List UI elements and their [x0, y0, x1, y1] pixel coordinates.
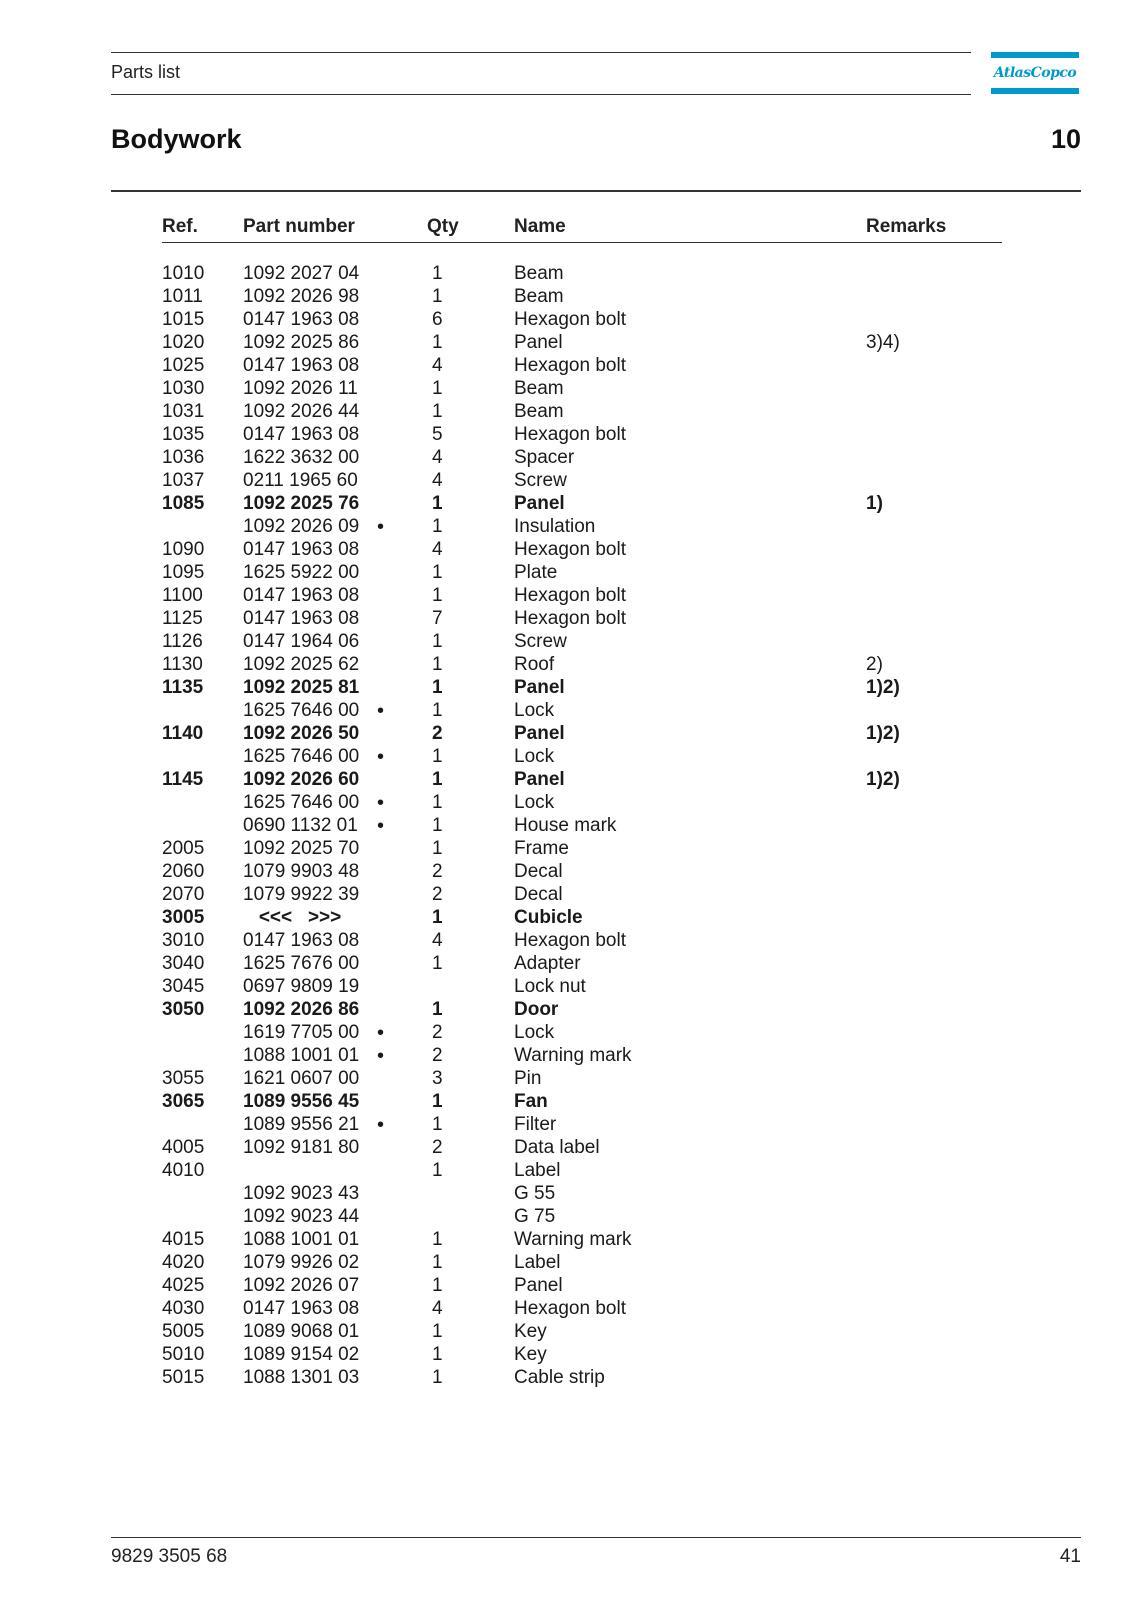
cell-qty: 1: [432, 953, 443, 974]
cell-qty: 1: [432, 401, 443, 422]
table-row: [162, 1229, 1002, 1252]
cell-part-number: 0147 1963 08: [243, 309, 360, 330]
cell-name: Lock: [514, 792, 555, 813]
cell-part-number: 1092 2025 86: [243, 332, 360, 353]
table-row: [162, 1068, 1002, 1091]
cell-ref: 1010: [162, 263, 205, 284]
cell-ref: 1020: [162, 332, 205, 353]
cell-qty: 1: [432, 677, 443, 698]
cell-part-number: 1622 3632 00: [243, 447, 360, 468]
table-row: [162, 1344, 1002, 1367]
cell-part-number: 1092 2026 50: [243, 723, 360, 744]
cell-ref: 1031: [162, 401, 205, 422]
cell-part-number: 1092 2025 76: [243, 493, 360, 514]
cell-qty: 1: [432, 1252, 443, 1273]
cell-qty: 1: [432, 792, 443, 813]
cell-name: Label: [514, 1252, 561, 1273]
cell-ref: 1035: [162, 424, 205, 445]
cell-part-number: 1625 7646 00: [243, 792, 360, 813]
cell-name: Decal: [514, 884, 563, 905]
table-row: [162, 562, 1002, 585]
cell-remarks: 1)2): [866, 723, 900, 744]
cell-part-number: 1092 2026 09: [243, 516, 360, 537]
section-rule: [111, 190, 1081, 192]
cell-remarks: 1)2): [866, 769, 900, 790]
cell-name: Plate: [514, 562, 558, 583]
bullet-marker: •: [377, 792, 385, 814]
table-row: [162, 286, 1002, 309]
cell-qty: 7: [432, 608, 443, 629]
cell-part-number: 1092 2026 44: [243, 401, 360, 422]
cell-part-number: 1092 9023 44: [243, 1206, 360, 1227]
cell-qty: 1: [432, 562, 443, 583]
column-header-qty: Qty: [427, 216, 459, 237]
cell-ref: 1095: [162, 562, 205, 583]
table-row: [162, 861, 1002, 884]
table-header: [162, 214, 1002, 243]
section-number: 10: [1050, 124, 1081, 154]
cell-qty: 1: [432, 907, 443, 928]
cell-ref: 3065: [162, 1091, 205, 1112]
cell-name: Panel: [514, 677, 565, 698]
table-row: [162, 1252, 1002, 1275]
cell-part-number: 1625 7676 00: [243, 953, 360, 974]
table-row: [162, 608, 1002, 631]
cell-part-number: 0147 1963 08: [243, 585, 360, 606]
cell-qty: 4: [432, 930, 443, 951]
cell-qty: 2: [432, 1022, 443, 1043]
cell-part-number: 0211 1965 60: [243, 470, 358, 491]
cell-name: Hexagon bolt: [514, 309, 626, 330]
cell-part-number: 1092 2026 60: [243, 769, 360, 790]
table-row: [162, 1298, 1002, 1321]
table-row: [162, 1022, 1002, 1045]
bullet-marker: •: [377, 1045, 385, 1067]
page-number: 41: [1059, 1546, 1081, 1567]
cell-name: G 55: [514, 1183, 556, 1204]
cell-part-number: 1092 2027 04: [243, 263, 360, 284]
cell-name: Beam: [514, 286, 564, 307]
header-title: Parts list: [111, 62, 181, 82]
table-row: [162, 907, 1002, 930]
cell-name: Hexagon bolt: [514, 1298, 626, 1319]
cell-ref: 4010: [162, 1160, 205, 1181]
cell-name: Adapter: [514, 953, 581, 974]
cell-part-number: 0147 1963 08: [243, 539, 360, 560]
cell-part-number: 1079 9926 02: [243, 1252, 360, 1273]
cell-ref: 1125: [162, 608, 203, 629]
cell-qty: 1: [432, 654, 443, 675]
cell-ref: 1130: [162, 654, 203, 675]
table-row: [162, 470, 1002, 493]
table-row: [162, 815, 1002, 838]
cell-part-number: 0697 9809 19: [243, 976, 360, 997]
cell-qty: 1: [432, 378, 443, 399]
cell-part-number: 1089 9068 01: [243, 1321, 360, 1342]
cell-qty: 5: [432, 424, 443, 445]
cell-part-number: 1088 1301 03: [243, 1367, 360, 1388]
cell-qty: 4: [432, 539, 443, 560]
cell-qty: 1: [432, 769, 443, 790]
logo-bottom-bar: [991, 88, 1079, 94]
cell-qty: 6: [432, 309, 443, 330]
cell-qty: 1: [432, 1114, 443, 1135]
cell-part-number: 1625 5922 00: [243, 562, 360, 583]
cell-ref: 3045: [162, 976, 205, 997]
cell-name: Panel: [514, 723, 565, 744]
cell-remarks: 1)2): [866, 677, 900, 698]
cell-part-number: 1079 9903 48: [243, 861, 360, 882]
cell-name: Fan: [514, 1091, 548, 1112]
cell-qty: 2: [432, 1045, 443, 1066]
cell-ref: 1085: [162, 493, 205, 514]
cell-qty: 4: [432, 355, 443, 376]
cell-part-number: 0147 1963 08: [243, 355, 360, 376]
cell-name: Hexagon bolt: [514, 930, 626, 951]
column-header-remarks: Remarks: [866, 216, 947, 237]
cell-qty: 1: [432, 1275, 443, 1296]
column-header-part-number: Part number: [243, 216, 355, 237]
cell-name: Hexagon bolt: [514, 424, 626, 445]
cell-part-number: 1089 9556 21: [243, 1114, 360, 1135]
table-row: [162, 884, 1002, 907]
logo-text: AtlasCopco: [993, 65, 1077, 81]
cell-name: Data label: [514, 1137, 600, 1158]
table-row: [162, 999, 1002, 1022]
cell-name: Door: [514, 999, 559, 1020]
table-row: [162, 1367, 1002, 1390]
cell-ref: 1015: [162, 309, 205, 330]
cell-qty: 1: [432, 263, 443, 284]
cell-name: Hexagon bolt: [514, 585, 626, 606]
cell-name: Label: [514, 1160, 561, 1181]
table-row: [162, 493, 1002, 516]
footer-rule: [111, 1537, 1081, 1538]
cell-name: House mark: [514, 815, 617, 836]
cell-part-number: <<< >>>: [243, 907, 342, 928]
cell-name: Screw: [514, 470, 567, 491]
bullet-marker: •: [377, 1022, 385, 1044]
cell-ref: 4015: [162, 1229, 205, 1250]
cell-ref: 4005: [162, 1137, 205, 1158]
table-row: [162, 631, 1002, 654]
cell-part-number: 0147 1963 08: [243, 930, 360, 951]
cell-ref: 1025: [162, 355, 205, 376]
cell-part-number: 0147 1963 08: [243, 608, 360, 629]
table-row: [162, 792, 1002, 815]
cell-ref: 2060: [162, 861, 205, 882]
table-row: [162, 700, 1002, 723]
cell-ref: 1011: [162, 286, 203, 307]
table-row: [162, 1206, 1002, 1229]
cell-ref: 1036: [162, 447, 205, 468]
cell-part-number: 1092 2026 07: [243, 1275, 360, 1296]
cell-qty: 2: [432, 884, 443, 905]
table-row: [162, 746, 1002, 769]
cell-name: Roof: [514, 654, 555, 675]
cell-qty: 1: [432, 1091, 443, 1112]
table-row: [162, 1114, 1002, 1137]
cell-qty: 1: [432, 516, 443, 537]
cell-name: Hexagon bolt: [514, 539, 626, 560]
cell-name: Warning mark: [514, 1229, 632, 1250]
cell-remarks: 2): [866, 654, 883, 675]
cell-part-number: 0147 1964 06: [243, 631, 360, 652]
cell-name: Lock: [514, 700, 555, 721]
cell-qty: 1: [432, 1367, 443, 1388]
bullet-marker: •: [377, 1114, 385, 1136]
table-row: [162, 332, 1002, 355]
cell-part-number: 1088 1001 01: [243, 1045, 360, 1066]
cell-part-number: 1092 2025 62: [243, 654, 360, 675]
table-row: [162, 976, 1002, 999]
header-bottom-rule: [111, 94, 971, 95]
cell-ref: 1030: [162, 378, 205, 399]
cell-name: Panel: [514, 332, 563, 353]
table-row: [162, 723, 1002, 746]
cell-ref: 3010: [162, 930, 205, 951]
cell-qty: 2: [432, 1137, 443, 1158]
cell-name: Screw: [514, 631, 567, 652]
cell-qty: 4: [432, 447, 443, 468]
cell-qty: 1: [432, 1229, 443, 1250]
cell-name: Lock: [514, 1022, 555, 1043]
cell-part-number: 1625 7646 00: [243, 700, 360, 721]
cell-part-number: 1092 9023 43: [243, 1183, 360, 1204]
cell-name: Lock: [514, 746, 555, 767]
cell-qty: 1: [432, 1160, 443, 1181]
cell-qty: 1: [432, 999, 443, 1020]
cell-qty: 1: [432, 815, 443, 836]
cell-name: Hexagon bolt: [514, 608, 626, 629]
cell-qty: 1: [432, 286, 443, 307]
table-row: [162, 953, 1002, 976]
section-title: Bodywork: [111, 124, 242, 154]
cell-name: Beam: [514, 378, 564, 399]
cell-ref: 1037: [162, 470, 205, 491]
bullet-marker: •: [377, 746, 385, 768]
table-row: [162, 585, 1002, 608]
cell-name: Panel: [514, 1275, 563, 1296]
cell-ref: 2070: [162, 884, 205, 905]
cell-qty: 1: [432, 1321, 443, 1342]
cell-part-number: 1089 9154 02: [243, 1344, 360, 1365]
cell-ref: 1140: [162, 723, 204, 744]
cell-name: Pin: [514, 1068, 542, 1089]
table-row: [162, 309, 1002, 332]
cell-part-number: 1092 9181 80: [243, 1137, 360, 1158]
cell-part-number: 1092 2026 98: [243, 286, 360, 307]
cell-ref: 1145: [162, 769, 204, 790]
cell-ref: 4030: [162, 1298, 205, 1319]
cell-qty: 4: [432, 1298, 443, 1319]
table-row: [162, 263, 1002, 286]
cell-ref: 1090: [162, 539, 205, 560]
cell-name: Warning mark: [514, 1045, 632, 1066]
cell-part-number: 1092 2025 70: [243, 838, 360, 859]
cell-part-number: 1079 9922 39: [243, 884, 360, 905]
cell-ref: 4020: [162, 1252, 205, 1273]
table-row: [162, 516, 1002, 539]
cell-name: Hexagon bolt: [514, 355, 626, 376]
cell-name: Insulation: [514, 516, 596, 537]
bullet-marker: •: [377, 516, 385, 538]
cell-part-number: 1625 7646 00: [243, 746, 360, 767]
cell-part-number: 0147 1963 08: [243, 424, 360, 445]
cell-name: Filter: [514, 1114, 557, 1135]
cell-part-number: 1621 0607 00: [243, 1068, 360, 1089]
document-number: 9829 3505 68: [111, 1546, 228, 1567]
cell-part-number: 1092 2026 11: [243, 378, 358, 399]
cell-qty: 2: [432, 723, 443, 744]
table-row: [162, 769, 1002, 792]
cell-name: Lock nut: [514, 976, 586, 997]
header-top-rule: [111, 52, 971, 53]
table-row: [162, 930, 1002, 953]
parts-table: [162, 214, 1002, 1388]
cell-ref: 1135: [162, 677, 204, 698]
cell-remarks: 3)4): [866, 332, 900, 353]
cell-name: Cable strip: [514, 1367, 605, 1388]
cell-ref: 3040: [162, 953, 205, 974]
table-row: [162, 401, 1002, 424]
cell-name: Cubicle: [514, 907, 583, 928]
table-row: [162, 838, 1002, 861]
cell-qty: 1: [432, 838, 443, 859]
cell-name: G 75: [514, 1206, 556, 1227]
cell-part-number: 1092 2026 86: [243, 999, 360, 1020]
table-row: [162, 1183, 1002, 1206]
cell-qty: 1: [432, 585, 443, 606]
cell-name: Beam: [514, 263, 564, 284]
cell-ref: 1100: [162, 585, 203, 606]
cell-ref: 4025: [162, 1275, 205, 1296]
cell-name: Panel: [514, 493, 565, 514]
table-row: [162, 677, 1002, 700]
table-row: [162, 378, 1002, 401]
cell-ref: 5015: [162, 1367, 205, 1388]
cell-qty: 4: [432, 470, 443, 491]
table-row: [162, 1275, 1002, 1298]
table-row: [162, 1091, 1002, 1114]
cell-name: Spacer: [514, 447, 575, 468]
bullet-marker: •: [377, 700, 385, 722]
cell-name: Key: [514, 1344, 547, 1365]
table-row: [162, 447, 1002, 470]
column-header-name: Name: [514, 216, 566, 237]
column-header-ref: Ref.: [162, 216, 198, 237]
cell-ref: 2005: [162, 838, 205, 859]
table-body: [162, 263, 1002, 1390]
atlas-copco-logo: [991, 52, 1079, 94]
table-row: [162, 424, 1002, 447]
cell-name: Beam: [514, 401, 564, 422]
table-row: [162, 1045, 1002, 1068]
cell-name: Frame: [514, 838, 569, 859]
cell-part-number: 1619 7705 00: [243, 1022, 360, 1043]
cell-qty: 1: [432, 700, 443, 721]
cell-part-number: 1092 2025 81: [243, 677, 360, 698]
cell-ref: 5010: [162, 1344, 205, 1365]
cell-ref: 3050: [162, 999, 205, 1020]
table-row: [162, 355, 1002, 378]
cell-qty: 1: [432, 493, 443, 514]
cell-part-number: 1088 1001 01: [243, 1229, 360, 1250]
cell-name: Key: [514, 1321, 547, 1342]
cell-part-number: 1089 9556 45: [243, 1091, 360, 1112]
cell-qty: 3: [432, 1068, 443, 1089]
cell-qty: 1: [432, 1344, 443, 1365]
table-row: [162, 1321, 1002, 1344]
table-row: [162, 539, 1002, 562]
cell-qty: 1: [432, 746, 443, 767]
cell-name: Panel: [514, 769, 565, 790]
table-row: [162, 654, 1002, 677]
table-row: [162, 1137, 1002, 1160]
cell-ref: 5005: [162, 1321, 205, 1342]
cell-ref: 3005: [162, 907, 205, 928]
cell-part-number: 0147 1963 08: [243, 1298, 360, 1319]
cell-qty: 1: [432, 332, 443, 353]
cell-remarks: 1): [866, 493, 883, 514]
cell-qty: 1: [432, 631, 443, 652]
bullet-marker: •: [377, 815, 385, 837]
cell-name: Decal: [514, 861, 563, 882]
cell-qty: 2: [432, 861, 443, 882]
cell-part-number: 0690 1132 01: [243, 815, 358, 836]
cell-ref: 1126: [162, 631, 203, 652]
table-row: [162, 1160, 1002, 1183]
cell-ref: 3055: [162, 1068, 205, 1089]
